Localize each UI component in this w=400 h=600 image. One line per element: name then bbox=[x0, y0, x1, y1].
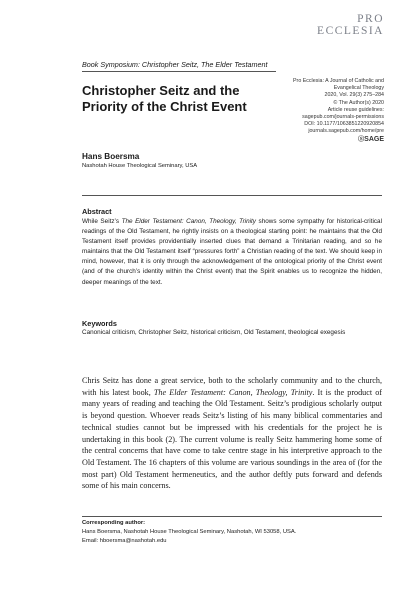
journal-logo bbox=[317, 13, 384, 37]
meta-line: 2020, Vol. 29(3) 275–284 bbox=[324, 92, 384, 99]
meta-line: Evangelical Theology bbox=[333, 85, 384, 92]
permissions-link[interactable]: sagepub.com/journals-permissions bbox=[302, 114, 384, 121]
author-affiliation: Nashotah House Theological Seminary, USA bbox=[82, 163, 198, 169]
divider bbox=[82, 195, 382, 196]
corresponding-author-heading: Corresponding author: bbox=[82, 520, 146, 526]
abstract-text-part: While Seitz’s bbox=[82, 218, 122, 225]
divider bbox=[82, 516, 382, 517]
keywords-heading: Keywords bbox=[82, 319, 117, 328]
book-title: The Elder Testament: Canon, Theology, Trinity bbox=[121, 218, 256, 225]
abstract-heading: Abstract bbox=[82, 207, 112, 216]
corresponding-author-address: Hans Boersma, Nashotah House Theological Seminary, Nashotah, WI 53058, USA. bbox=[82, 529, 297, 535]
meta-line: Article reuse guidelines: bbox=[327, 106, 384, 113]
abstract-text bbox=[82, 217, 382, 288]
journal-logo-line1: PRO bbox=[357, 13, 384, 25]
sage-logo bbox=[274, 136, 384, 144]
journal-logo-line2: ECCLESIA bbox=[317, 25, 384, 37]
corresponding-author-email[interactable]: Email: hboersma@nashotah.edu bbox=[82, 538, 167, 544]
abstract-text-part: shows some sympathy for historical-critical readings of the Old Testament, he rightly insists on a theological starting point: he maintains that the Old Testament itself provides providentially inserted clues that demand a Trinitarian reading, and so he maintains that the Old Testament itself “pressures forth” a Christian reading of the text. We should keep in mind, however, that it is only through the acknowledgement of the ontological priority of the Christ event (and of the church’s identity within the Christ event) that the Spirit enables us to recognize the hidden, deeper meanings of the text. bbox=[82, 218, 382, 286]
meta-line: © The Author(s) 2020 bbox=[333, 99, 384, 106]
meta-line: Pro Ecclesia: A Journal of Catholic and bbox=[293, 78, 384, 84]
article-title: Christopher Seitz and the Priority of the Christ Event bbox=[82, 83, 247, 114]
running-head: Book Symposium: Christopher Seitz, The Elder Testament bbox=[82, 60, 268, 69]
body-text-part: . It is the product of many years of reading and teaching the Old Testament. Seitz’s prodigious scholarly output is beyond question. Whoever reads Seitz’s listing of his many biblical commentaries and technical studies cannot but be impressed with his credentials for the project he is undertaking in this book (2). The current volume is really Seitz hammering home some of the central concerns that have come to take centre stage in his interpretive approach to the Old Testament. The 16 chapters of this volume are various soundings in the area of (for the most part) Old Testament hermeneutics, and the author deftly puts forward and defends some of his main concerns. bbox=[82, 387, 382, 491]
journal-home-link[interactable]: journals.sagepub.com/home/pre bbox=[308, 128, 384, 135]
keywords-text: Canonical criticism, Christopher Seitz, historical criticism, Old Testament, theological exegesis bbox=[82, 329, 346, 336]
author-name: Hans Boersma bbox=[82, 152, 140, 161]
divider bbox=[82, 71, 276, 72]
publisher-name: SAGE bbox=[364, 135, 384, 143]
article-meta bbox=[274, 78, 384, 144]
body-text-part: Chris Seitz has done a great service, both to the scholarly community and to the church, with his latest book, bbox=[82, 376, 382, 397]
body-paragraph bbox=[82, 375, 382, 492]
book-title: The Elder Testament: Canon, Theology, Trinity bbox=[153, 387, 313, 397]
sage-icon: Ⓢ bbox=[358, 136, 365, 143]
doi-link[interactable]: DOI: 10.1177/1063851220920854 bbox=[304, 121, 384, 128]
